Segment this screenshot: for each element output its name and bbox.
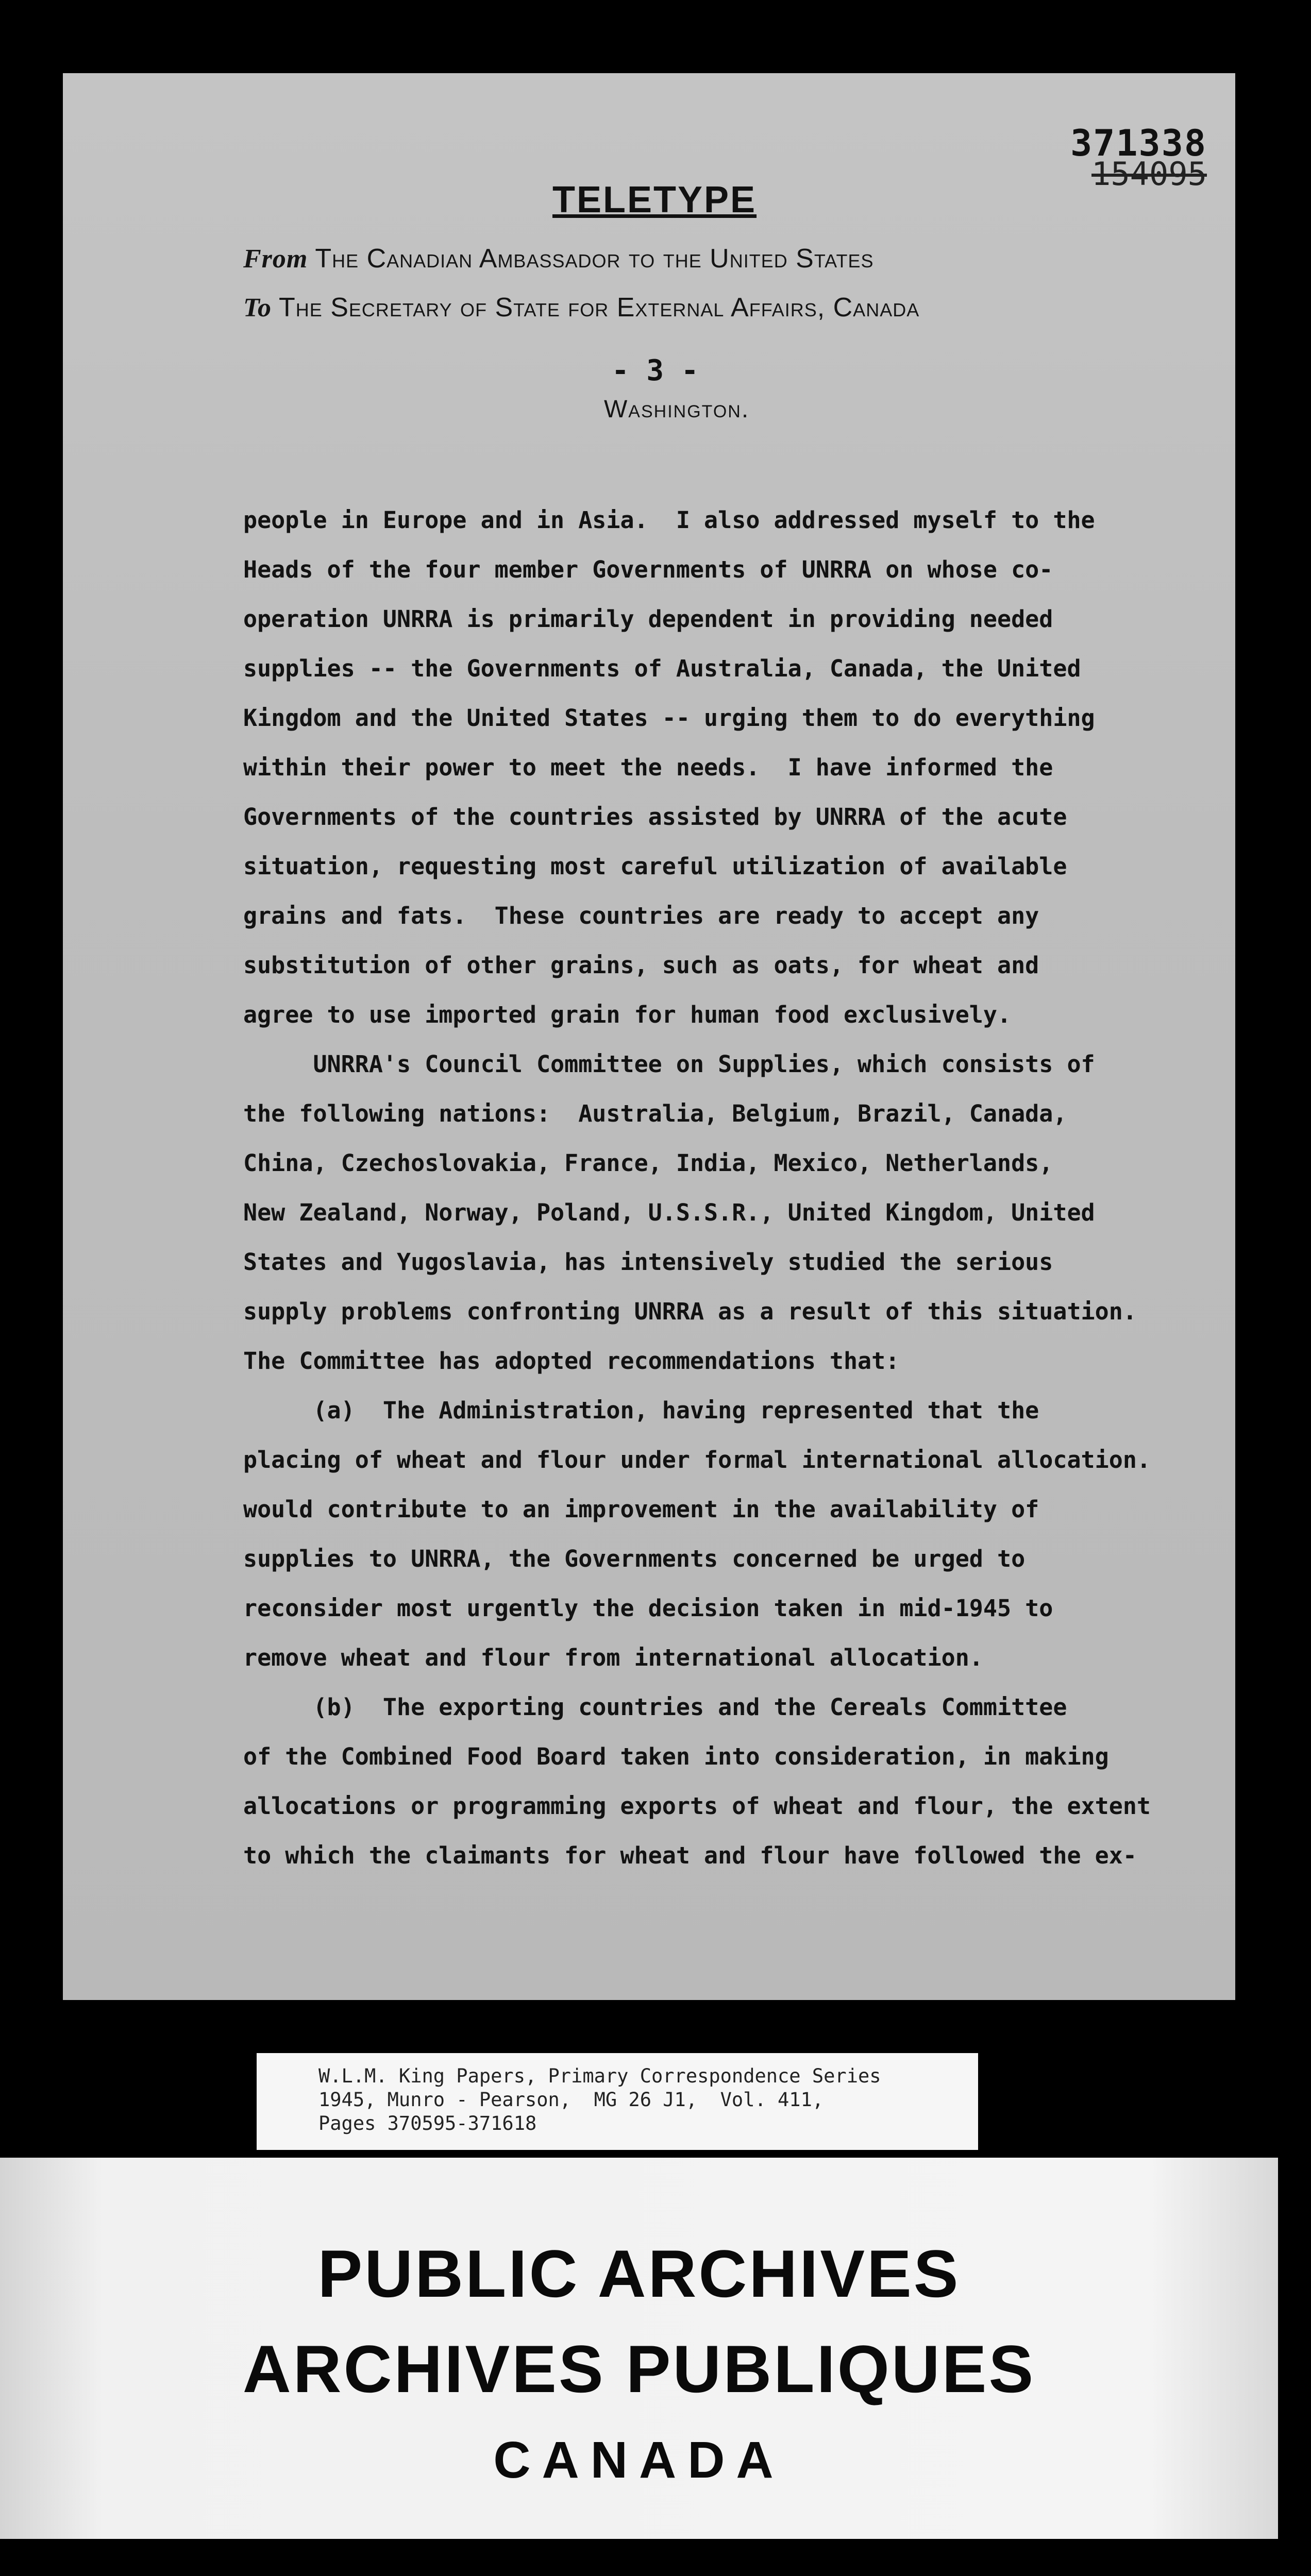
from-text: The Canadian Ambassador to the United States bbox=[315, 244, 874, 274]
to-text: The Secretary of State for External Affairs, Canada bbox=[279, 293, 920, 323]
archive-reference-label bbox=[257, 2053, 978, 2150]
text-line: allocations or programming exports of wheat and flour, the extent bbox=[243, 1792, 1151, 1820]
text-line: grains and fats. These countries are ready to accept any bbox=[243, 902, 1039, 929]
archive-label-line: 1945, Munro - Pearson, MG 26 J1, Vol. 411, bbox=[318, 2089, 824, 2111]
text-line: to which the claimants for wheat and flour have followed the ex- bbox=[243, 1842, 1137, 1869]
text-line: agree to use imported grain for human food exclusively. bbox=[243, 1001, 1012, 1028]
from-lead: From bbox=[243, 244, 308, 274]
text-line: supply problems confronting UNRRA as a result of this situation. bbox=[243, 1298, 1137, 1325]
text-line: (a) The Administration, having represented that the bbox=[243, 1397, 1039, 1424]
text-line: (b) The exporting countries and the Cereals Committee bbox=[243, 1693, 1067, 1721]
banner-line-english: PUBLIC ARCHIVES bbox=[317, 2236, 961, 2311]
document-page bbox=[63, 73, 1235, 2000]
archives-banner bbox=[0, 2158, 1278, 2539]
banner-line-french: ARCHIVES PUBLIQUES bbox=[242, 2331, 1036, 2406]
text-line: supplies to UNRRA, the Governments concerned be urged to bbox=[243, 1545, 1026, 1572]
text-line: remove wheat and flour from international allocation. bbox=[243, 1644, 983, 1671]
to-line bbox=[243, 292, 919, 323]
text-line: UNRRA's Council Committee on Supplies, which consists of bbox=[243, 1050, 1095, 1078]
text-line: The Committee has adopted recommendations that: bbox=[243, 1347, 900, 1375]
text-line: substitution of other grains, such as oats, for wheat and bbox=[243, 952, 1039, 979]
document-title: TELETYPE bbox=[552, 179, 757, 221]
archive-label-line: W.L.M. King Papers, Primary Correspondence Series bbox=[318, 2065, 881, 2087]
city-line: Washington. bbox=[604, 396, 750, 423]
to-lead: To bbox=[243, 293, 272, 323]
text-line: people in Europe and in Asia. I also addressed myself to the bbox=[243, 506, 1095, 534]
text-line: Kingdom and the United States -- urging them to do everything bbox=[243, 704, 1095, 732]
text-line: situation, requesting most careful utilization of available bbox=[243, 853, 1067, 880]
text-line: placing of wheat and flour under formal international allocation. bbox=[243, 1446, 1151, 1473]
text-line: would contribute to an improvement in the availability of bbox=[243, 1496, 1039, 1523]
archive-label-line: Pages 370595-371618 bbox=[318, 2112, 537, 2134]
reference-number-current: 371338 bbox=[1070, 122, 1207, 164]
text-line: of the Combined Food Board taken into consideration, in making bbox=[243, 1743, 1109, 1770]
body-text bbox=[243, 496, 1238, 1880]
text-line: States and Yugoslavia, has intensively studied the serious bbox=[243, 1248, 1053, 1276]
text-line: operation UNRRA is primarily dependent in providing needed bbox=[243, 605, 1053, 633]
text-line: within their power to meet the needs. I have informed the bbox=[243, 754, 1053, 781]
text-line: China, Czechoslovakia, France, India, Mexico, Netherlands, bbox=[243, 1149, 1053, 1177]
from-line bbox=[243, 243, 874, 274]
page-number: - 3 - bbox=[612, 354, 699, 387]
reference-number-struck: 154095 bbox=[1091, 155, 1207, 193]
text-line: the following nations: Australia, Belgium, Brazil, Canada, bbox=[243, 1100, 1067, 1127]
text-line: reconsider most urgently the decision taken in mid-1945 to bbox=[243, 1595, 1053, 1622]
reference-numbers bbox=[990, 122, 1207, 193]
text-line: New Zealand, Norway, Poland, U.S.S.R., United Kingdom, United bbox=[243, 1199, 1095, 1226]
text-line: Governments of the countries assisted by UNRRA of the acute bbox=[243, 803, 1067, 831]
text-line: supplies -- the Governments of Australia, Canada, the United bbox=[243, 655, 1081, 682]
banner-line-country: CANADA bbox=[493, 2431, 785, 2489]
text-line: Heads of the four member Governments of UNRRA on whose co- bbox=[243, 556, 1053, 583]
